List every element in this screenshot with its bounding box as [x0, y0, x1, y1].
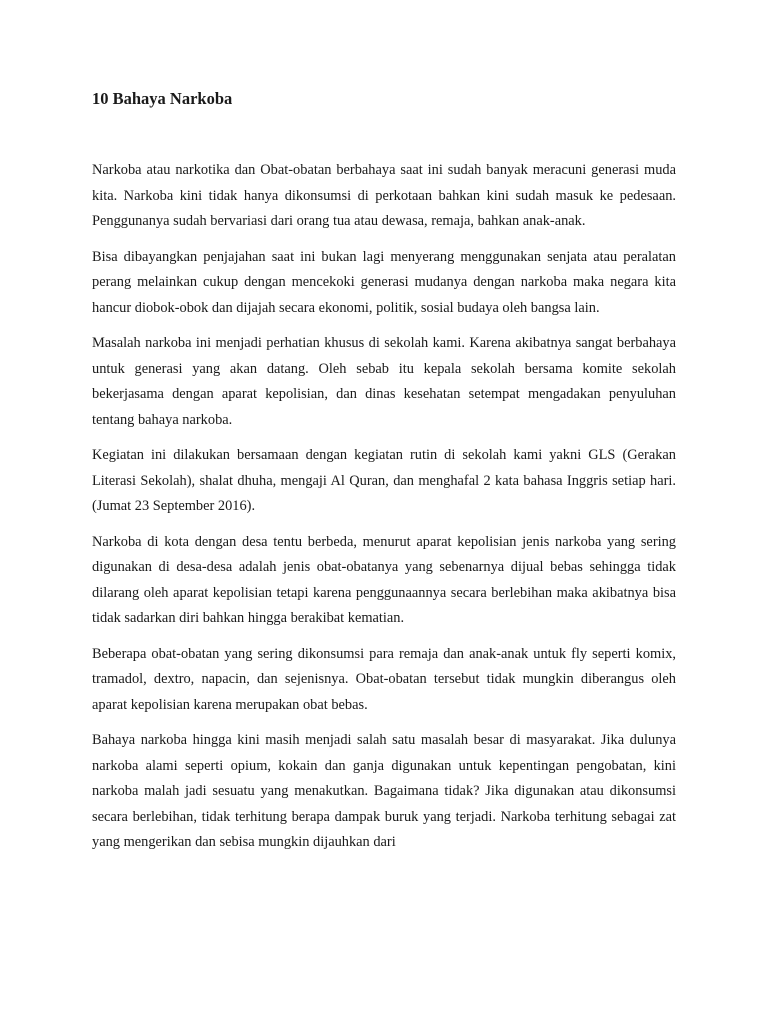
- paragraph-4: Kegiatan ini dilakukan bersamaan dengan kegiatan rutin di sekolah kami yakni GLS (Gerakan Literasi Sekolah), shalat dhuha, mengaji Al Quran, dan menghafal 2 kata bahasa Inggris setiap hari. (Jumat 23 September 2016).: [92, 447, 676, 514]
- paragraph-2: Bisa dibayangkan penjajahan saat ini bukan lagi menyerang menggunakan senjata atau peralatan perang melainkan cukup dengan mencekoki generasi mudanya dengan narkoba maka negara kita hancur diobok-obok dan dijajah secara ekonomi, politik, sosial budaya oleh bangsa lain.: [92, 248, 676, 316]
- paragraph-7: Bahaya narkoba hingga kini masih menjadi salah satu masalah besar di masyarakat. Jika dulunya narkoba alami seperti opium, kokain dan ganja digunakan untuk kepentingan pengobatan, kini narkoba malah jadi sesuatu yang menakutkan. Bagaimana tidak? Jika digunakan atau dikonsumsi secara berlebihan, tidak terhitung berapa dampak buruk yang terjadi. Narkoba terhitung sebagai zat yang mengerikan dan sebisa mungkin dijauhkan dari: [92, 732, 676, 850]
- paragraph-1: Narkoba atau narkotika dan Obat-obatan berbahaya saat ini sudah banyak meracuni generasi muda kita. Narkoba kini tidak hanya dikonsumsi di perkotaan bahkan kini sudah masuk ke pedesaan. Penggunanya sudah bervariasi dari orang tua atau dewasa, remaja, bahkan anak-anak.: [92, 162, 676, 229]
- document-body: [92, 86, 676, 866]
- document-title: 10 Bahaya Narkoba: [92, 89, 233, 108]
- paragraph-3: Masalah narkoba ini menjadi perhatian khusus di sekolah kami. Karena akibatnya sangat berbahaya untuk generasi yang akan datang. Oleh sebab itu kepala sekolah bersama komite sekolah bekerjasama dengan aparat kepolisian, dan dinas kesehatan setempat mengadakan penyuluhan tentang bahaya narkoba.: [92, 335, 676, 428]
- paragraph-6: Beberapa obat-obatan yang sering dikonsumsi para remaja dan anak-anak untuk fly seperti komix, tramadol, dextro, napacin, dan sejenisnya. Obat-obatan tersebut tidak mungkin diberangus oleh aparat kepolisian karena merupakan obat bebas.: [92, 645, 676, 713]
- paragraph-5: Narkoba di kota dengan desa tentu berbeda, menurut aparat kepolisian jenis narkoba yang sering digunakan di desa-desa adalah jenis obat-obatanya yang sebenarnya dijual bebas sehingga tidak dilarang oleh aparat kepolisian tetapi karena penggunaannya secara berlebihan maka akibatnya bisa tidak sadarkan diri bahkan hingga berakibat kematian.: [92, 533, 676, 626]
